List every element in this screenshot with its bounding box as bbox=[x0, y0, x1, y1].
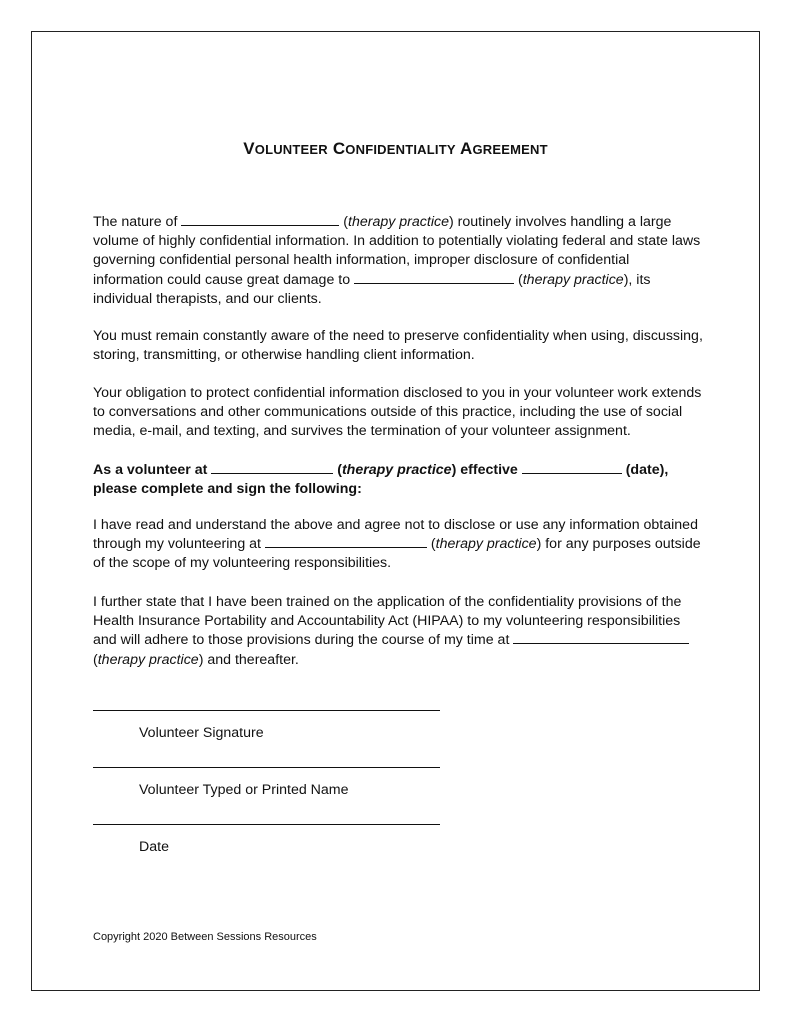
signature-line[interactable] bbox=[93, 710, 440, 711]
practice-placeholder: therapy practice bbox=[97, 651, 199, 668]
text: ) routinely involves handling a large volume of highly confidential information. In addition to potentially violating federal and state laws governing confidential personal health information, improper disclosure of confidential information could cause great damage to bbox=[93, 214, 701, 288]
paragraph-hipaa: I further state that I have been trained on the application of the confidentiality provisions of the Health Insurance Portability and Accountability Act (HIPAA) to my volunteering responsibilities and will adhere to those provisions during the course of my time at (therapy practice) and thereafter. bbox=[93, 593, 703, 670]
paragraph-volunteer-at: As a volunteer at (therapy practice) effective (date), please complete and sign the following: bbox=[93, 462, 669, 498]
date-label: Date bbox=[139, 839, 169, 855]
practice-placeholder: therapy practice bbox=[435, 536, 537, 553]
text: ) and thereafter. bbox=[198, 651, 299, 668]
printed-name-line[interactable] bbox=[93, 767, 440, 768]
volunteer-signature-label: Volunteer Signature bbox=[139, 725, 264, 741]
practice-placeholder: therapy practice bbox=[522, 271, 624, 288]
practice-blank[interactable] bbox=[354, 271, 514, 284]
practice-blank[interactable] bbox=[181, 213, 339, 226]
practice-blank[interactable] bbox=[265, 535, 427, 548]
text: I further state that I have been trained on the application of the confidentiality provisions of the Health Insurance Portability and Accountability Act (HIPAA) to my volunteering responsibilities and will adhere to those provisions during the course of my time at bbox=[93, 594, 682, 649]
title-word: GREEMENT bbox=[472, 142, 548, 157]
paragraph-nature: The nature of (therapy practice) routinely involves handling a large volume of highly confidential information. In addition to potentially violating federal and state laws governing confidential personal health information, improper disclosure of confidential information could cause great damage to (therapy practice), its individual therapists, and our clients. bbox=[93, 214, 701, 307]
text: ), bbox=[659, 462, 669, 478]
text: please complete and sign the following: bbox=[93, 481, 362, 498]
document-title bbox=[0, 139, 791, 159]
text: The nature of bbox=[93, 214, 178, 230]
paragraph-obligation: Your obligation to protect confidential information disclosed to you in your volunteer work extends to conversations and other communications outside of this practice, including the use of social media, e-mail, and texting, and survives the termination of your volunteer assignment. bbox=[93, 385, 702, 440]
text: ), its individual therapists, and our clients. bbox=[93, 271, 651, 307]
title-letter: C bbox=[332, 139, 346, 158]
text: ) for any purposes outside of the scope of my volunteering responsibilities. bbox=[93, 536, 701, 572]
volunteer-name-label: Volunteer Typed or Printed Name bbox=[139, 782, 349, 798]
practice-blank[interactable] bbox=[513, 631, 689, 644]
text: I have read and understand the above and agree not to disclose or use any information obtained through my volunteering at bbox=[93, 517, 698, 553]
practice-placeholder: therapy practice bbox=[348, 214, 449, 230]
copyright-footer: Copyright 2020 Between Sessions Resources bbox=[93, 931, 317, 943]
text: As a volunteer at bbox=[93, 462, 208, 478]
practice-blank[interactable] bbox=[211, 461, 333, 474]
title-word: OLUNTEER bbox=[254, 142, 328, 157]
title-letter: A bbox=[460, 139, 473, 158]
date-placeholder: date bbox=[630, 462, 660, 478]
practice-placeholder: therapy practice bbox=[341, 462, 452, 478]
title-letter: V bbox=[243, 139, 255, 158]
title-word: ONFIDENTIALITY bbox=[345, 142, 456, 157]
paragraph-awareness: You must remain constantly aware of the need to preserve confidentiality when using, discussing, storing, transmitting, or otherwise handling client information. bbox=[93, 328, 703, 364]
date-blank[interactable] bbox=[522, 461, 622, 474]
text: ) effective bbox=[451, 462, 518, 478]
date-line[interactable] bbox=[93, 824, 440, 825]
paragraph-agreement: I have read and understand the above and agree not to disclose or use any information obtained through my volunteering at (therapy practice) for any purposes outside of the scope of my volunteering responsibilities. bbox=[93, 517, 701, 572]
